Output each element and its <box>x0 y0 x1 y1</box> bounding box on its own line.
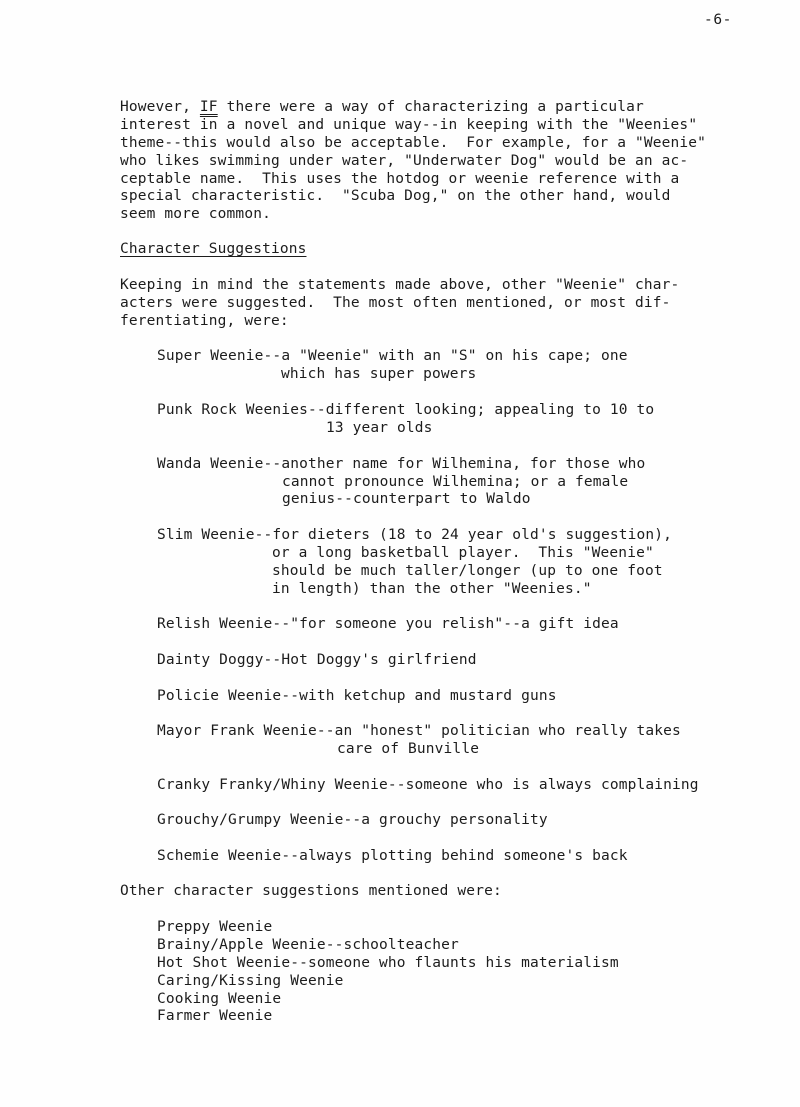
schemie-weenie: Schemie Weenie--always plotting behind someone's back <box>157 848 628 864</box>
lead-line-3: ferentiating, were: <box>120 313 289 329</box>
intro-line-7: seem more common. <box>120 206 271 222</box>
intro-line-2-before: interest <box>120 117 200 133</box>
lead-line-2: acters were suggested. The most often mentioned, or most dif- <box>120 295 671 311</box>
mayor-weenie-line-1: Mayor Frank Weenie--an "honest" politician who really takes <box>157 723 681 739</box>
intro-line-5: ceptable name. This uses the hotdog or weenie reference with a <box>120 171 680 187</box>
punk-rock-line-2: 13 year olds <box>326 420 433 436</box>
lead-line-1: Keeping in mind the statements made above, other "Weenie" char- <box>120 277 680 293</box>
intro-line-1 <box>120 98 644 116</box>
grouchy-weenie: Grouchy/Grumpy Weenie--a grouchy personality <box>157 812 548 828</box>
slim-weenie-line-4: in length) than the other "Weenies." <box>272 581 592 597</box>
super-weenie-line-2: which has super powers <box>281 366 477 382</box>
intro-line-2-after: a novel and unique way--in keeping with the "Weenies" <box>217 117 698 133</box>
intro-line-3: theme--this would also be acceptable. For example, for a "Weenie" <box>120 135 707 151</box>
policie-weenie: Policie Weenie--with ketchup and mustard guns <box>157 688 557 704</box>
section-heading: Character Suggestions <box>120 241 307 257</box>
dainty-doggy: Dainty Doggy--Hot Doggy's girlfriend <box>157 652 477 668</box>
relish-weenie: Relish Weenie--"for someone you relish"--a gift idea <box>157 616 619 632</box>
other-item-preppy: Preppy Weenie <box>157 919 273 935</box>
intro-line-4: who likes swimming under water, "Underwater Dog" would be an ac- <box>120 153 689 169</box>
punk-rock-line-1: Punk Rock Weenies--different looking; appealing to 10 to <box>157 402 655 418</box>
intro-line-1-before: However, <box>120 99 200 115</box>
slim-weenie-line-1: Slim Weenie--for dieters (18 to 24 year old's suggestion), <box>157 527 673 543</box>
intro-line-1-after: there were a way of characterizing a particular <box>217 99 644 115</box>
other-item-brainy: Brainy/Apple Weenie--schoolteacher <box>157 937 459 953</box>
wanda-weenie-line-1: Wanda Weenie--another name for Wilhemina, for those who <box>157 456 646 472</box>
mayor-weenie-line-2: care of Bunville <box>337 741 480 757</box>
other-item-cooking: Cooking Weenie <box>157 991 282 1007</box>
wanda-weenie-line-3: genius--counterpart to Waldo <box>282 491 531 507</box>
slim-weenie-line-3: should be much taller/longer (up to one foot <box>272 563 663 579</box>
intro-line-1-emphasis: IF <box>199 99 218 115</box>
slim-weenie-line-2: or a long basketball player. This "Weenie" <box>272 545 654 561</box>
page-number: -6- <box>704 12 732 28</box>
other-item-farmer: Farmer Weenie <box>157 1008 273 1024</box>
super-weenie-line-1: Super Weenie--a "Weenie" with an "S" on his cape; one <box>157 348 628 364</box>
cranky-franky: Cranky Franky/Whiny Weenie--someone who is always complaining <box>157 777 699 793</box>
intro-line-2-emphasis: $\overline{in}$ <box>199 117 218 133</box>
intro-line-2 <box>120 116 697 134</box>
intro-line-6: special characteristic. "Scuba Dog," on the other hand, would <box>120 188 671 204</box>
other-item-hot-shot: Hot Shot Weenie--someone who flaunts his materialism <box>157 955 619 971</box>
other-item-caring: Caring/Kissing Weenie <box>157 973 344 989</box>
wanda-weenie-line-2: cannot pronounce Wilhemina; or a female <box>282 474 629 490</box>
other-heading: Other character suggestions mentioned were: <box>120 883 502 899</box>
